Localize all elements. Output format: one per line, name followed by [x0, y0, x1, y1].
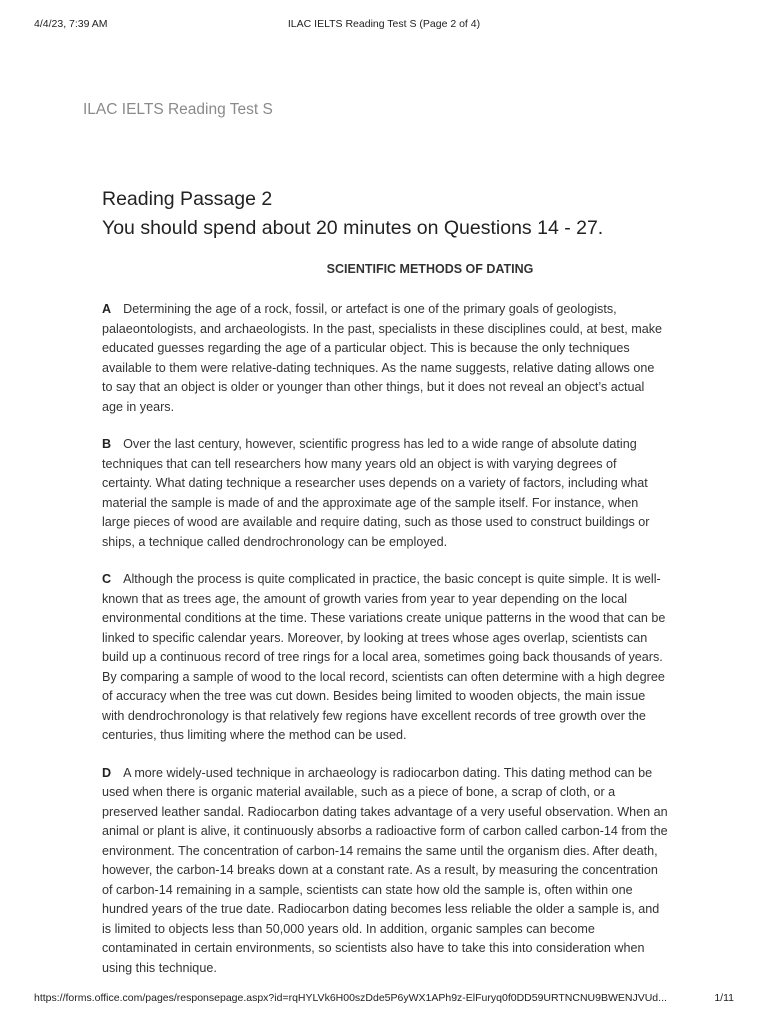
paragraph-a — [102, 300, 668, 417]
print-header — [0, 18, 768, 32]
print-footer — [0, 992, 768, 1006]
paragraph-text: Although the process is quite complicated in practice, the basic concept is quite simple. It is well-known that as trees age, the amount of growth varies from year to year depending on the local environmental conditions at the time. These variations create unique patterns in the wood that can be linked to specific calendar years. Moreover, by looking at trees whose ages overlap, scientists can build up a continuous record of tree rings for a local area, sometimes going back thousands of years. By comparing a sample of wood to the local record, scientists can often determine with a high degree of accuracy when the tree was cut down. Besides being limited to wooden objects, the main issue with dendrochronology is that relatively few regions have excellent records of tree growth over the centuries, thus limiting where the method can be used. — [102, 572, 666, 742]
section-title: Reading Passage 2 — [102, 188, 273, 210]
print-datetime: 4/4/23, 7:39 AM — [34, 18, 108, 30]
section-heading — [102, 185, 702, 243]
paragraph-text: A more widely-used technique in archaeology is radiocarbon dating. This dating method can be used when there is organic material available, such as a piece of bone, a scrap of cloth, or a preserved leather sandal. Radiocarbon dating takes advantage of a very useful observation. When an animal or plant is alive, it continuously absorbs a radioactive form of carbon called carbon-14 from the environment. The concentration of carbon-14 remains the same until the organism dies. After death, however, the carbon-14 breaks down at a constant rate. As a result, by measuring the concentration of carbon-14 remaining in a sample, scientists can state how old the sample is, often within one hundred years of the true date. Radiocarbon dating becomes less reliable the older a sample is, and is limited to objects less than 50,000 years old. In addition, organic samples can become contaminated in certain environments, so scientists also have to take this into consideration when using this technique. — [102, 765, 668, 975]
paragraph-letter: D — [102, 765, 112, 780]
form-title: ILAC IELTS Reading Test S — [83, 101, 273, 118]
paragraph-letter: A — [102, 302, 112, 316]
paragraph-letter: B — [102, 437, 112, 451]
paragraph-b — [102, 435, 668, 552]
print-url: https://forms.office.com/pages/responsepage.aspx?id=rqHYLVk6H00szDde5P6yWX1APh9z-ElFuryq0f0DD59URTNCNU9BWENJVUd... — [34, 992, 667, 1004]
print-page-number: 1/11 — [714, 992, 734, 1004]
paragraph-text: Determining the age of a rock, fossil, or artefact is one of the primary goals of geologists, palaeontologists, and archaeologists. In the past, specialists in these disciplines could, at best, make educated guesses regarding the age of a particular object. This is because the only techniques available to them were relative-dating techniques. As the name suggests, relative dating allows one to say that an object is older or younger than other things, but it does not reveal an object’s actual age in years. — [102, 302, 663, 414]
paragraph-c — [102, 570, 668, 746]
print-page-title: ILAC IELTS Reading Test S (Page 2 of 4) — [287, 18, 481, 30]
paragraph-text: Over the last century, however, scientific progress has led to a wide range of absolute dating techniques that can tell researchers how many years old an object is with varying degrees of certainty. What dating technique a researcher uses depends on a variety of factors, including what material the sample is made of and the approximate age of the sample itself. For instance, when large pieces of wood are available and require dating, such as those used to construct buildings or ships, a technique called dendrochronology can be employed. — [102, 437, 650, 549]
paragraph-letter: C — [102, 572, 112, 586]
paragraph-d — [102, 764, 668, 979]
passage-title: SCIENTIFIC METHODS OF DATING — [326, 262, 534, 276]
passage-body — [102, 300, 668, 996]
section-instruction: You should spend about 20 minutes on Questions 14 - 27. — [102, 217, 604, 239]
